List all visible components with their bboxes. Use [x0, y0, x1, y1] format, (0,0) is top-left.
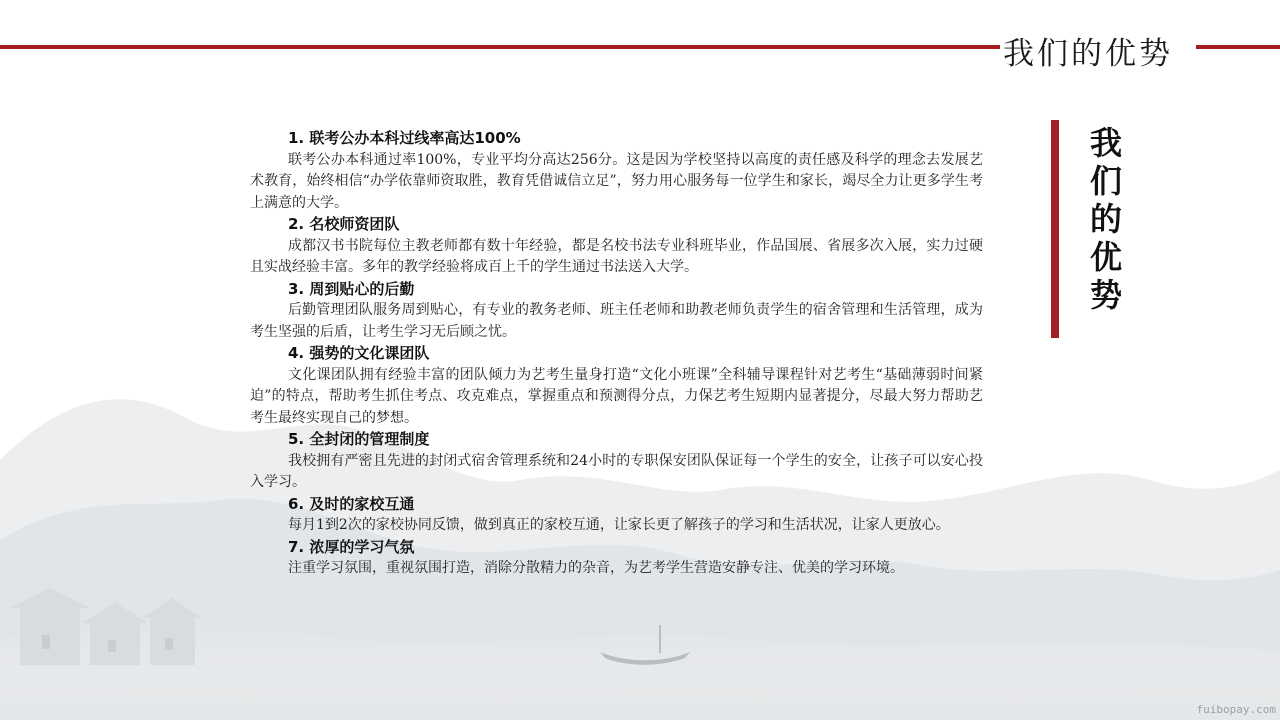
advantage-body: 注重学习氛围，重视氛围打造，消除分散精力的杂音，为艺考学生营造安静专注、优美的学习环境。 [288, 560, 904, 576]
advantage-body: 文化课团队拥有经验丰富的团队倾力为艺考生量身打造“文化小班课”全科辅导课程针对艺考生“基础薄弱时间紧迫”的特点，帮助考生抓住考点、攻克难点，掌握重点和预测得分点，力保艺考生短期内显著提分，尽最大努力帮助艺考生最终实现自己的梦想。 [250, 366, 983, 426]
header-rule-right [1196, 45, 1280, 49]
advantage-item [250, 343, 983, 429]
vertical-title-char: 的 [1089, 200, 1122, 238]
advantage-body: 联考公办本科通过率100%，专业平均分高达256分。这是因为学校坚持以高度的责任感及科学的理念去发展艺术教育，始终相信“办学依靠师资取胜，教育凭借诚信立足”，努力用心服务每一位学生和家长，竭尽全力让更多学生考上满意的大学。 [250, 151, 983, 211]
vertical-title-char: 们 [1089, 162, 1122, 200]
advantage-body: 我校拥有严密且先进的封闭式宿舍管理系统和24小时的专职保安团队保证每一个学生的安全，让孩子可以安心投入学习。 [250, 452, 983, 490]
advantage-item [250, 128, 983, 214]
advantage-item [250, 214, 983, 279]
advantage-title: 2. 名校师资团队 [288, 215, 400, 233]
advantage-item [250, 429, 983, 494]
page-title: 我们的优势 [1003, 36, 1173, 72]
vertical-title-char: 我 [1089, 124, 1122, 162]
advantage-title: 4. 强势的文化课团队 [288, 344, 430, 362]
advantage-title: 1. 联考公办本科过线率高达100% [288, 129, 521, 147]
advantage-title: 3. 周到贴心的后勤 [288, 279, 415, 298]
watermark: fuibopay.com [1196, 703, 1276, 716]
advantage-item [250, 279, 983, 344]
advantage-title: 7. 浓厚的学习气氛 [288, 537, 415, 556]
vertical-title [1086, 124, 1126, 314]
advantage-body: 每月1到2次的家校协同反馈，做到真正的家校互通，让家长更了解孩子的学习和生活状况，让家人更放心。 [288, 517, 950, 533]
vertical-title-char: 优 [1089, 238, 1122, 276]
advantages-list [250, 128, 983, 580]
advantage-body: 成都汉书书院每位主教老师都有数十年经验，都是名校书法专业科班毕业，作品国展、省展多次入展，实力过硬且实战经验丰富。多年的教学经验将成百上千的学生通过书法送入大学。 [250, 237, 983, 275]
advantage-body: 后勤管理团队服务周到贴心，有专业的教务老师、班主任老师和助教老师负责学生的宿舍管理和生活管理，成为考生坚强的后盾，让考生学习无后顾之忧。 [250, 302, 983, 340]
advantage-item [250, 537, 983, 580]
vertical-title-char: 势 [1089, 276, 1122, 314]
advantage-title: 5. 全封闭的管理制度 [288, 430, 430, 448]
advantage-item [250, 494, 983, 537]
header-rule-left [0, 45, 1000, 49]
side-accent-bar [1051, 120, 1059, 338]
advantage-title: 6. 及时的家校互通 [288, 494, 415, 513]
